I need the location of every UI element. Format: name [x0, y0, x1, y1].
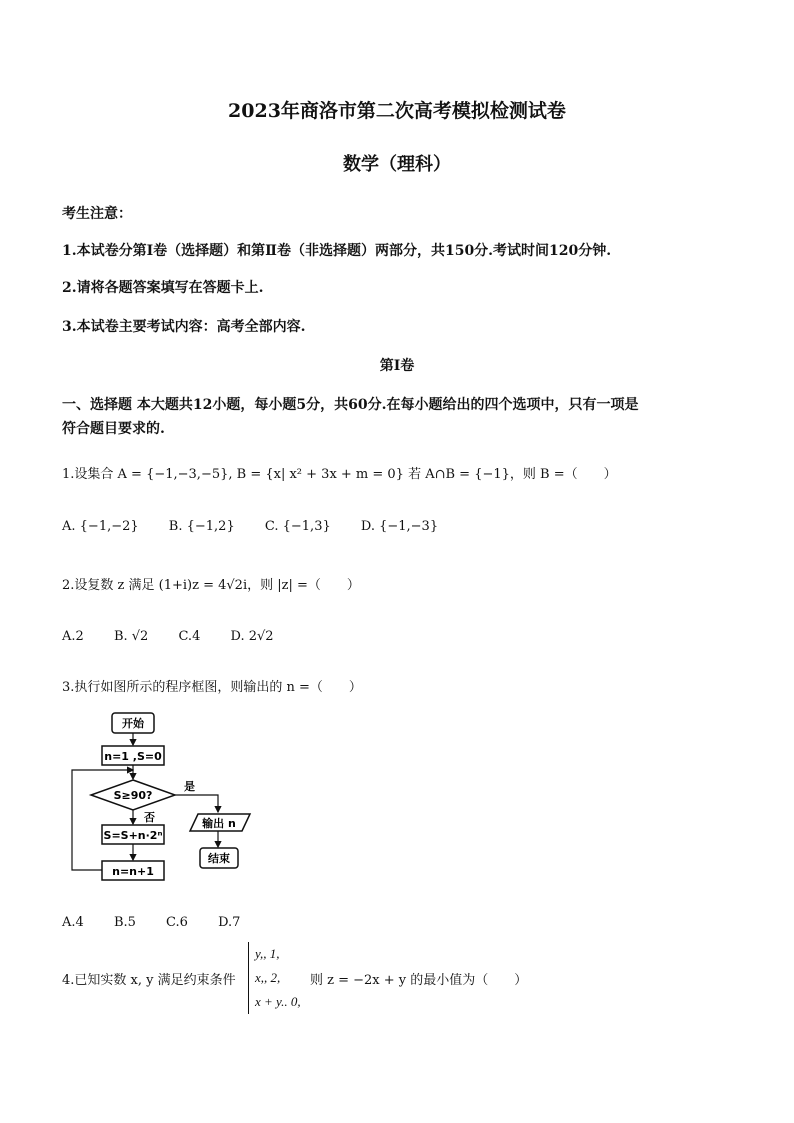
question-1-option-b: B. {−1,2} [168, 519, 235, 534]
flow-no-label: 否 [144, 811, 155, 824]
question-3-option-a: A.4 [62, 915, 84, 930]
question-1-stem: 1.设集合 A = {−1,−3,−5}, B = {x| x² + 3x + m = 0} 若 A∩B = {−1}，则 B =（ ） [62, 467, 617, 482]
flow-start-label: 开始 [122, 717, 144, 730]
question-3-option-d: D.7 [218, 915, 241, 930]
flow-update-n-label: n=n+1 [112, 865, 154, 878]
exam-subtitle: 数学（理科） [343, 154, 451, 175]
question-2-option-d: D. 2√2 [230, 629, 274, 644]
question-4-constraint-3: x + y.. 0, [255, 994, 301, 1009]
flow-end-node [200, 848, 238, 868]
question-4-constraint-1: y,, 1, [255, 946, 280, 961]
question-4-constraint-2: x,, 2, [255, 970, 281, 985]
flow-start-node [112, 713, 154, 733]
question-2-option-c: C.4 [178, 629, 201, 644]
section-title: 第Ⅰ卷 [379, 358, 415, 374]
question-3-options [62, 915, 266, 930]
flow-condition-node [91, 780, 175, 810]
notice-heading: 考生注意： [62, 206, 132, 222]
question-1-option-a: A. {−1,−2} [62, 519, 139, 534]
question-2-stem: 2.设复数 z 满足 (1+i)z = 4√2i，则 |z| =（ ） [62, 578, 360, 593]
question-4-stem-prefix: 4.已知实数 x, y 满足约束条件 [62, 973, 236, 988]
flow-update-s-label: S=S+n·2ⁿ [103, 829, 163, 842]
flow-end-label: 结束 [208, 852, 230, 865]
question-4-constraint-system [248, 942, 301, 1014]
flow-init-label: n=1 ,S=0 [104, 750, 162, 763]
flow-update-n-node [102, 861, 164, 880]
exam-title: 2023年商洛市第二次高考模拟检测试卷 [228, 100, 566, 122]
section-intro-line-2: 符合题目要求的. [62, 421, 165, 437]
question-4-stem-suffix: 则 z = −2x + y 的最小值为（ ） [310, 973, 528, 988]
notice-item-3: 3.本试卷主要考试内容：高考全部内容. [62, 319, 306, 335]
flow-yes-label: 是 [184, 780, 195, 793]
question-1-option-c: C. {−1,3} [264, 519, 331, 534]
flow-condition-label: S≥90? [113, 789, 153, 802]
question-3-option-c: C.6 [166, 915, 188, 930]
question-3-stem: 3.执行如图所示的程序框图，则输出的 n =（ ） [62, 680, 362, 695]
question-2-options [62, 629, 300, 644]
question-3-option-b: B.5 [113, 915, 136, 930]
flow-output-node [190, 814, 250, 831]
notice-item-2: 2.请将各题答案填写在答题卡上. [62, 280, 264, 296]
notice-item-1: 1.本试卷分第Ⅰ卷（选择题）和第Ⅱ卷（非选择题）两部分，共150分.考试时间120分钟. [62, 243, 612, 259]
flow-init-node [102, 746, 164, 765]
flowchart [60, 705, 270, 890]
question-2-option-a: A.2 [62, 629, 84, 644]
question-1-option-d: D. {−1,−3} [360, 519, 439, 534]
flow-output-label: 输出 n [202, 817, 236, 830]
question-1-options [62, 519, 464, 534]
question-2-option-b: B. √2 [113, 629, 149, 644]
flow-update-s-node [102, 825, 164, 844]
section-intro-line-1: 一、选择题 本大题共12小题，每小题5分，共60分.在每小题给出的四个选项中，只有一项是 [62, 397, 639, 413]
